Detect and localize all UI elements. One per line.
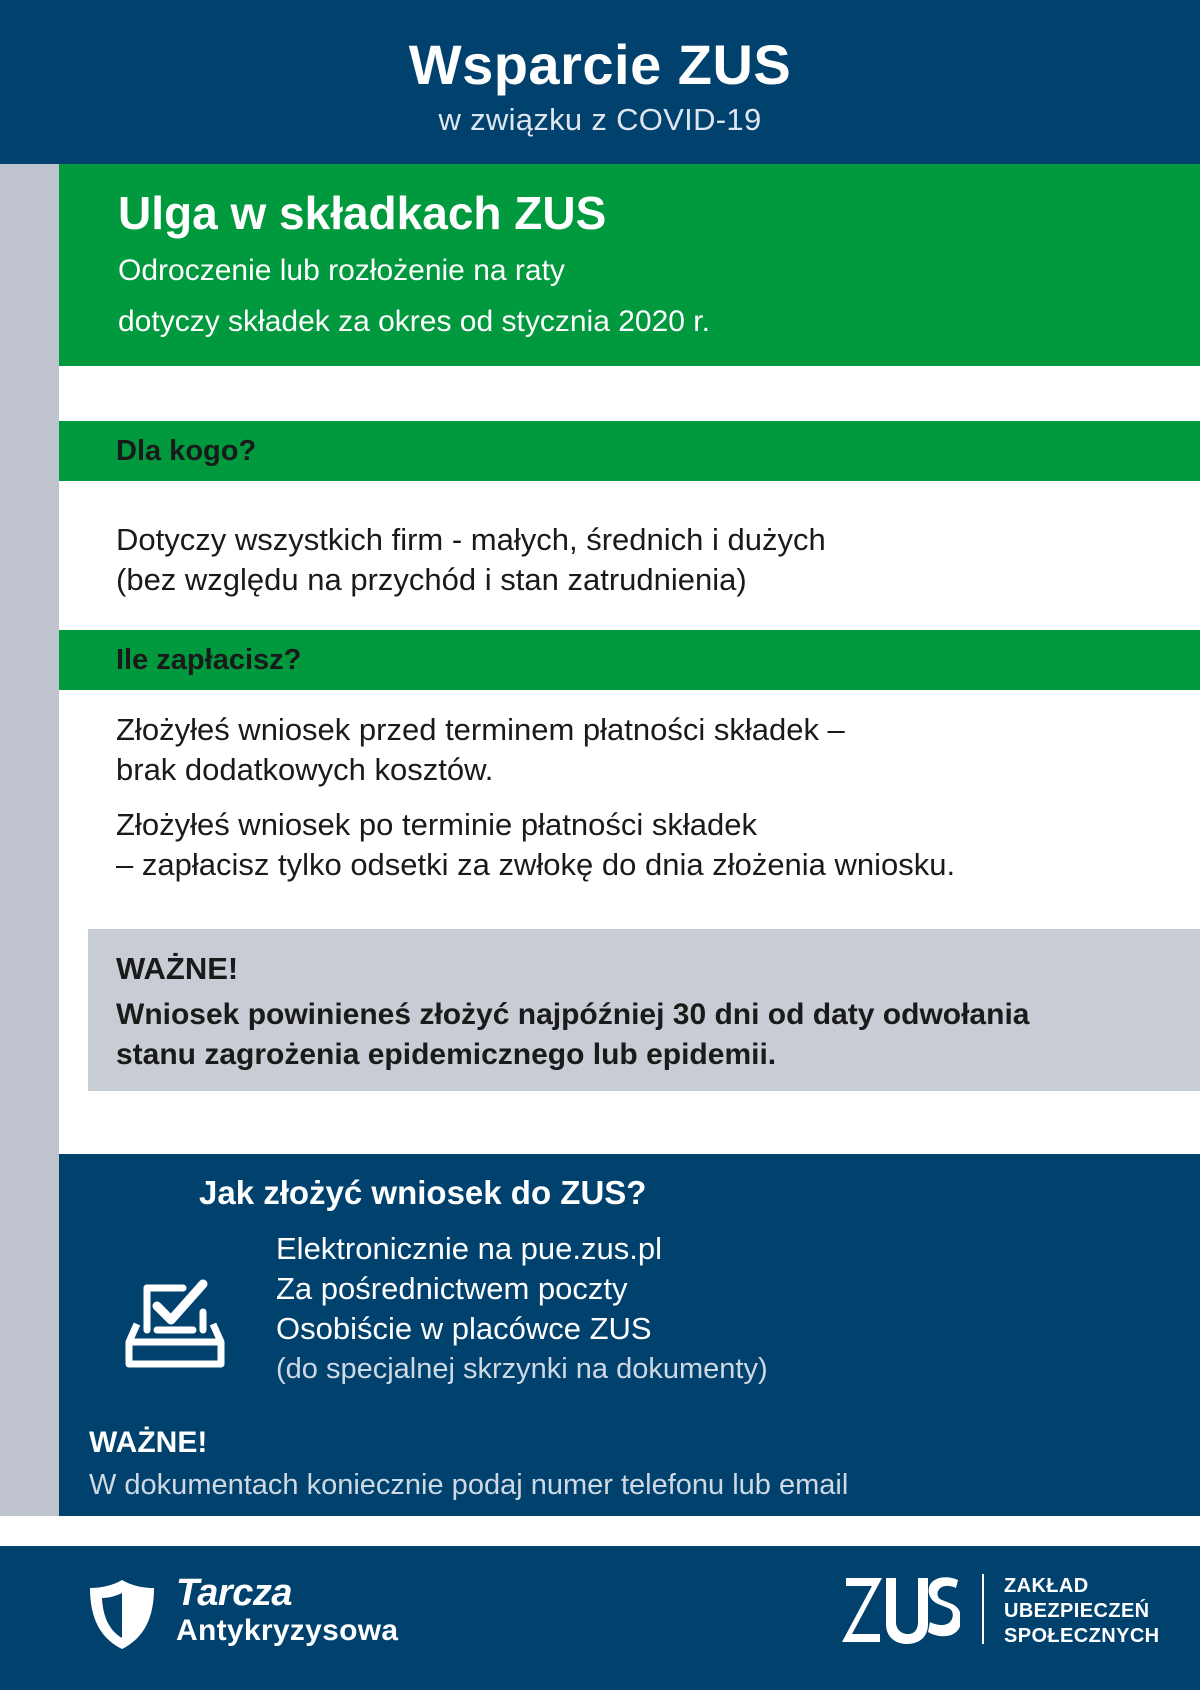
page-title: Wsparcie ZUS	[408, 33, 792, 96]
important-text	[116, 995, 1176, 1075]
who-line-2: (bez względu na przychód i stan zatrudnienia)	[116, 562, 747, 597]
hero-line-1: Odroczenie lub rozłożenie na raty	[118, 254, 565, 287]
hero-title: Ulga w składkach ZUS	[118, 187, 607, 239]
howto-important-text: W dokumentach koniecznie podaj numer telefonu lub email	[89, 1469, 849, 1501]
application-methods-list	[276, 1229, 768, 1389]
footer-bar	[0, 1546, 1200, 1690]
page-subtitle: w związku z COVID-19	[438, 102, 762, 137]
method-post: Za pośrednictwem poczty	[276, 1271, 628, 1306]
zus-name-line-2: UBEZPIECZEŃ	[1004, 1600, 1150, 1622]
zus-name-line-1: ZAKŁAD	[1004, 1575, 1089, 1597]
ballot-box-checkmark-icon	[123, 1270, 227, 1370]
howto-important-heading: WAŻNE!	[89, 1426, 208, 1459]
section-header-who	[59, 421, 1200, 481]
how-to-apply-section	[59, 1154, 1200, 1516]
important-notice-box	[88, 929, 1200, 1091]
who-line-1: Dotyczy wszystkich firm - małych, średnich i dużych	[116, 522, 826, 557]
shield-icon	[86, 1576, 158, 1652]
important-heading: WAŻNE!	[116, 951, 239, 986]
payment-case-after	[116, 805, 955, 885]
left-decorative-stripe	[0, 164, 59, 1516]
payment-case-2-line-2: – zapłacisz tylko odsetki za zwłokę do dnia złożenia wniosku.	[116, 847, 956, 882]
section-label-who: Dla kogo?	[116, 435, 257, 467]
method-electronic: Elektronicznie na pue.zus.pl	[276, 1231, 663, 1266]
zus-logo	[842, 1572, 960, 1646]
how-to-apply-heading: Jak złożyć wniosek do ZUS?	[199, 1174, 647, 1211]
who-description	[116, 520, 826, 600]
section-header-payment	[59, 630, 1200, 690]
hero-line-2: dotyczy składek za okres od stycznia 2020 r.	[118, 305, 710, 338]
tarcza-logo-line-1: Tarcza	[176, 1572, 292, 1614]
method-in-person-note: (do specjalnej skrzynki na dokumenty)	[276, 1353, 768, 1385]
payment-case-1-line-1: Złożyłeś wniosek przed terminem płatności składek –	[116, 712, 845, 747]
header-banner	[0, 0, 1200, 164]
zus-name-line-3: SPOŁECZNYCH	[1004, 1625, 1160, 1647]
tarcza-logo-line-2: Antykryzysowa	[176, 1614, 399, 1647]
payment-case-before	[116, 710, 845, 790]
zus-logo-divider	[982, 1574, 984, 1644]
important-line-1: Wniosek powinieneś złożyć najpóźniej 30 dni od daty odwołania	[116, 998, 1030, 1031]
important-line-2: stanu zagrożenia epidemicznego lub epidemii.	[116, 1038, 777, 1071]
hero-section	[59, 164, 1200, 366]
payment-case-2-line-1: Złożyłeś wniosek po terminie płatności składek	[116, 807, 757, 842]
zus-institution-name	[1004, 1574, 1160, 1649]
method-in-person: Osobiście w placówce ZUS	[276, 1311, 652, 1346]
payment-case-1-line-2: brak dodatkowych kosztów.	[116, 752, 494, 787]
section-label-payment: Ile zapłacisz?	[116, 644, 302, 676]
